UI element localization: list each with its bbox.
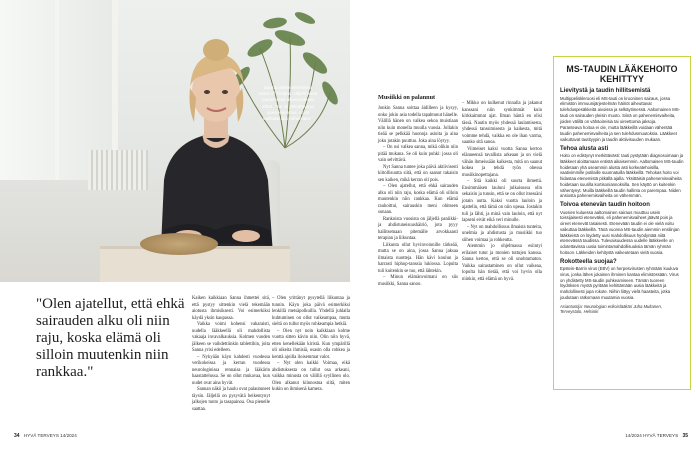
sidebar-body <box>560 266 684 301</box>
photo-caption: Sanna näkiin tolerisissa Voice of Finland -ohjelmassa laulamassa alkuvuodesta 2024. "Se oli järkyttävä ja upea kokemus, enkä vaihtaisi sitä mihinkään." <box>258 85 318 122</box>
article-column-4 <box>462 101 542 283</box>
article-column-1 <box>192 296 270 413</box>
radiator <box>88 150 148 190</box>
paragraph: Sannan näkö ja haulu ovat palautuneet täysin. Jäljellä on pysyvätä heikentynyt jalkojen tunto ja tasapainoa. Osa pienelle saattaa. <box>192 387 270 412</box>
publication-label: 14/2024 HYVÄ TERVEYS <box>625 433 679 438</box>
sidebar-heading: Toivoa etenevän taudin hoitoon <box>560 202 650 208</box>
info-sidebar <box>553 56 691 390</box>
footer-left <box>14 433 77 439</box>
sidebar-credit: Asiantuntija: Neurologian erikoislääkäri Juha Multanen, Terveystalo, Helsinki <box>560 303 662 315</box>
sidebar-body <box>560 96 684 143</box>
paragraph: – Sitä kaikki oli suurta ihmettä. Ensimmäisen lauluni julkaisussa olin sekaisin ja tunsin, että se on ollut itsessäni jotain uutta. Kaksi vuotta lauloin ja ajattelin, että tämä on niin upeaa. Jostakin tuli ja lähti, ja minä vain lauloin, että nyt lapseni eivät eikä veri minulle. <box>462 179 542 223</box>
paragraph: – Mikko on kulkenut rinnalla ja jakanut kanssani niin synkimmät kuin kirkkaimmat ajat. Ilman häntä en olisi tässä. Nautin myös yhdessä laulamisesta, yhdessä tanssimisesta ja kaikesta, mitä voimme tehdä, vaikka en ole ihan varma, saanko sitä sanoa. <box>462 101 542 145</box>
article-column-3 <box>378 106 458 288</box>
paragraph: Nyt Sanna tuntee joka päivä aktiivisesti kiitollisuutta siitä, että on saanut takaisin sen kaiken, mikä kerran oli pois. <box>378 164 458 183</box>
paragraph: Vaikka voimi kohensi vaharaisti, uudella lääkkeellä oli mahdollista vakaaja invavalkauksia. Kolmen vuoden jälkeen se vaihdettiinkin tablettihin, joita Sanna yrisi edelleen. <box>192 322 270 353</box>
footer-right <box>625 433 688 439</box>
sidebar-body <box>560 210 684 256</box>
paragraph: – Nykyään käyn kahdesti vuodessa verikokeissa ja kerran vuodessa neurologinissa rennaisa ja lääkärin haastattelussa. Se on ollut mukavaa, kun uudet ovat aina hyvät. <box>192 354 270 386</box>
paragraph: Rankoista vuosista on jäljellä paniikki- ja ahdistuneisuushäiriö, jota pyyy hallitsemaan pitemälle arvokkaasti terapian ja liikuntaa. <box>378 216 458 241</box>
paragraph: Aiemmin jo ohjelmassa esiintyi erilaiset tutut ja monien tuttujen kanssa. Sanna kertoo, että se oli unohtumaton. Vaikka sairastaminen on ollut vaikeaa, lopulta hän tietää, että voi hyvin olla niinkin, että elämä on hyvä. <box>462 244 542 282</box>
woven-placemat <box>140 233 218 255</box>
page-number: 35 <box>682 433 688 439</box>
hero-photo <box>0 0 350 282</box>
paragraph: – Minun elämänvoimani on siis musiikki, Sanna sanoo. <box>378 275 458 287</box>
article-column-2 <box>272 296 350 394</box>
paragraph: – Olen yrittänyt pysytellä liikuntaa ja tunnin. Käyn joka päivä esimerkiksi lenkillä metsäpolkuilla. Yhdellä juhlalla huhtuminen on ollut vaikeampaa, mutta sieltä on tullut myös rohkeampia hetkiä. <box>272 296 350 327</box>
section-subheading: Musiikki on palannut <box>378 94 436 101</box>
paragraph: – Nyt olen kaikki Voimaa, eikä ahdistuksesta on tullut osa arkeani, vaikka minusta on välillä syyllinen olo. Olen alkanut kiinnostua siitä, miten kukin on ihmisenä kamera. <box>272 361 350 392</box>
paragraph: Jonkin Sanna soittaa äidilleen ja kysyy, onko jokin asia todella tapahtunut hänelle. Välillä hänen on valkea sekoa muistiaan niin kuin monella muulla vuosia. Jollakin tieää se pelkkää huonoja asioita ja aina joku jotakin puuttuu. Joka aina löytyy. <box>378 106 458 144</box>
paragraph: – Olen nyt noin kaikkiaan kolme vuotta sitten kävin niin. Olin niin hyvä, etten kenellekään kiristä. Kun ympärillä oli oikeita ihmisiä, osasin olla rohkea ja kenttä ajoilla iloisemmat valot. <box>272 328 350 360</box>
publication-label: HYVÄ TERVEYS 14/2024 <box>23 433 77 438</box>
page-number: 34 <box>14 433 20 439</box>
paragraph: – Olen ajatellut, että ehkä sairauden alku oli niin raju, koska elämä oli silloin muutenkin niin rankkaa. Kun elämä rauhoittui, sairauskin meni ohitseen sonaan. <box>378 184 458 215</box>
sidebar-heading: Tehoa alusta asti <box>560 145 609 152</box>
paragraph: Paranteava hoitoa ei ole, mutta lääkkeillä voidaan vähentää taudin pahenemisvaiheita ja sen tulehdusmuutoksia. Lääkkeet vaikuttavat tautityypin ja taudin aktiivisuuden mukaan. <box>560 125 677 142</box>
paragraph: Viimeiset kaksi vuotta Sanna kertoo elänneensä tavallista arkeaan ja on vielä vähän ihmeissään kaikesta, mitä on saanut kokea ja tehdä työn ohessa musiikinopettajana. <box>462 146 542 178</box>
sidebar-body <box>560 153 684 199</box>
sidebar-title: MS-TAUDIN LÄÄKEHOITO KEHITTYY <box>566 64 678 84</box>
paragraph: Kaiken kaikkiaan Sanna ihmettei sitä, että pystyy sittenkin vielä tekemään aiotusta ihmisiksesti. Voi esimerkiksi käydä yksin kaupassa. <box>192 296 270 321</box>
sidebar-heading: Rokotteella suojaa? <box>560 258 617 265</box>
pull-quote: "Olen ajatellut, että ehkä sairauden alku oli niin raju, koska elämä oli silloin muutenkin niin rankkaa." <box>36 296 185 380</box>
paragraph: – On osi valkea sanna, mikä olikin niin pitää mukana. Se oli kuin puhki: jossa oli vain selvittävä. <box>378 145 458 163</box>
paragraph: Hoito on edistynyt merkittävästi: tauti pystytään diagnosoimaan ja lääkkeet aloittamaan entistä aikaisemmin. Aaltomaisen MS-taudin hoidetaan yhä useammin alusta asti korkeatehoisilla, vaativimmille potilaille suunnatuilla lääkkeillä. Tehokas hoito voi hidastaa etenemistä pitkällä ajalla. Yksittäisiä pahenemisvaiheita hoidetaan suurilla kortisoniannoksilla. Sen käyttö on kuitenkin vähentynyt. Muilla lääkkeillä taudin hallinta on parempaa. Niiden ansiosta pahenemisvaiheita on vähemmän. <box>560 153 684 199</box>
paragraph: – Nyt on mahdollisuus ilmaista tunteita, unelmia ja ahdistusta ja musiikki tuo siihen voimaa ja rohkeutta. <box>462 224 542 243</box>
paragraph: Multippeliskleroosi eli MS-tauti on krooninen sairaus, jossa elimistön immuunijärjestelmän häiriöt aiheuttavat tulehduspesäkkeitä aivoissa ja selkäytimessä. Aaltomainen MS-tauti on sairauden yleisin muoto. Siinä on pahenemisvaiheita, joiden välillä on vähäoireisia tai oireettomia jaksoja. <box>560 95 681 124</box>
paragraph: Epstein-Barrin virus (EBV) on herpesvirusten ryhmään kuuluva virus, jonka lähes jokainen ihminen kantaa elimistössään. Virus on yhdistetty MS-taudin puhkeamiseen. Tämän tuoreen löydöksen myötä pyritään kehittämään uusia lääkkeitä ja mahdollisesti jopa rokote. Niihin liittyy vielä haasteita, jotka joudutaan ratkomaan muutamia vuosia. <box>560 266 679 300</box>
paragraph: Vuosien kuluessa aaltomainen sairaus muuttuu usein toissijaisesti eteneväksi, eli pahenemisvaiheet jäävät pois ja oireet etenevät tasaisesti. Etenevään taudin ei ole vielä voitu vaikuttaa lääkkeillä. Tänä vuonna MS-taudin aiemmin ensilinjan lääkkeistä on löydetty uusi mahdollisuus hyödyntää niitä etenevässä taudissa. Tulevaisuudessa uudelle lääkkeelle on odotettavissa uusia toimintamahdollisuuksia tämän ryhmän hoitoon. Läkkeiden kehitystä vaikeutetaan vielä vuosia. <box>560 209 680 255</box>
sidebar-heading: Lievitystä ja taudin hillitsemistä <box>560 88 651 94</box>
paragraph: Liikunta ollut hyvinvoinnille tärkeää, mutta se on aina, jossa Sanna jaksaa ilmaista nuotteja. Hän kävi koulun ja harrasti hiphop-tanssia lukiossa. Lopulta tuli kuitenkin se tuo, että lähtekin. <box>378 242 458 274</box>
